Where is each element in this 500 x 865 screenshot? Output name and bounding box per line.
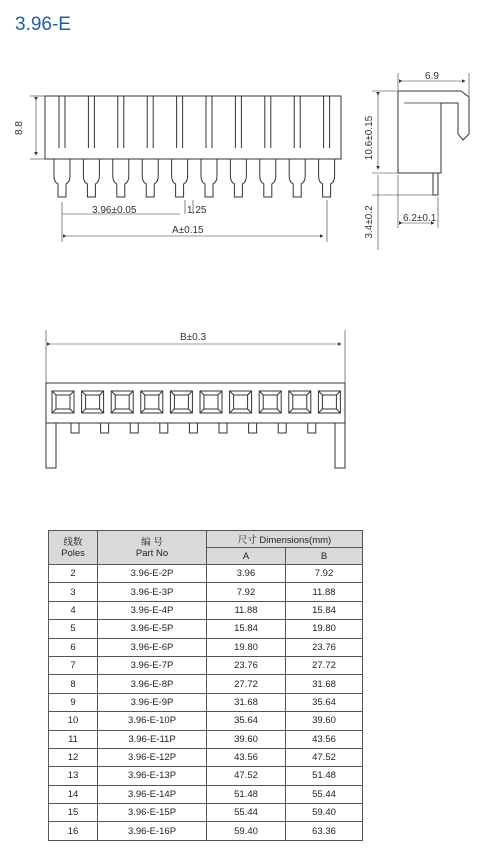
cell-part: 3.96-E-3P xyxy=(98,583,207,601)
table-row xyxy=(49,730,363,748)
bottom-cell-inner xyxy=(56,395,70,409)
bottom-cell-bevel xyxy=(230,391,234,395)
col-b-header: B xyxy=(286,548,363,565)
bottom-cell-bevel xyxy=(159,391,163,395)
front-pin xyxy=(172,159,188,197)
bottom-cell-bevel xyxy=(230,409,234,413)
dim-pin-width: 1.25 xyxy=(187,205,207,216)
dim-pitch: 3.96±0.05 xyxy=(92,205,137,216)
cell-poles: 9 xyxy=(49,693,98,711)
bottom-cell-inner xyxy=(263,395,277,409)
cell-poles: 4 xyxy=(49,601,98,619)
cell-b: 55.44 xyxy=(286,785,363,803)
cell-part: 3.96-E-14P xyxy=(98,785,207,803)
dim-pin-length: 3.4±0.2 xyxy=(364,205,375,239)
cell-b: 43.56 xyxy=(286,730,363,748)
cell-b: 19.80 xyxy=(286,620,363,638)
cell-a: 35.64 xyxy=(207,712,286,730)
bottom-cell-bevel xyxy=(170,409,174,413)
bottom-cell-bevel xyxy=(336,391,340,395)
table-row xyxy=(49,712,363,730)
cell-a: 39.60 xyxy=(207,730,286,748)
cell-part: 3.96-E-10P xyxy=(98,712,207,730)
bottom-cell-bevel xyxy=(111,391,115,395)
bottom-view-body xyxy=(46,383,345,423)
bottom-cell-bevel xyxy=(141,391,145,395)
front-pin xyxy=(54,159,70,197)
bottom-cell-bevel xyxy=(129,391,133,395)
bottom-cell-bevel xyxy=(248,391,252,395)
dim-b-length: B±0.3 xyxy=(180,332,207,343)
bottom-cell-inner xyxy=(293,395,307,409)
page-title: 3.96-E xyxy=(15,14,71,35)
dim-height-body: 10.6±0.15 xyxy=(364,115,375,161)
table-row xyxy=(49,638,363,656)
front-pin xyxy=(142,159,158,197)
col-dimensions-header xyxy=(207,531,363,548)
cell-b: 47.52 xyxy=(286,748,363,766)
cell-b: 31.68 xyxy=(286,675,363,693)
bottom-view-cells xyxy=(52,391,340,413)
cell-a: 51.48 xyxy=(207,785,286,803)
cell-b: 63.36 xyxy=(286,822,363,840)
cell-part: 3.96-E-9P xyxy=(98,693,207,711)
cell-part: 3.96-E-15P xyxy=(98,804,207,822)
table-row xyxy=(49,601,363,619)
cell-b: 23.76 xyxy=(286,638,363,656)
front-view-body xyxy=(45,96,341,159)
bottom-cell-bevel xyxy=(218,409,222,413)
cell-poles: 2 xyxy=(49,565,98,583)
bottom-cell-inner xyxy=(86,395,100,409)
col-dim-cn: 尺寸 xyxy=(237,535,257,546)
bottom-cell-bevel xyxy=(318,409,322,413)
bottom-cell-bevel xyxy=(70,391,74,395)
front-view-pins xyxy=(54,159,335,197)
bottom-cell-bevel xyxy=(141,409,145,413)
cell-poles: 10 xyxy=(49,712,98,730)
cell-a: 11.88 xyxy=(207,601,286,619)
col-part-en: Part No xyxy=(135,547,169,559)
cell-part: 3.96-E-11P xyxy=(98,730,207,748)
cell-part: 3.96-E-6P xyxy=(98,638,207,656)
front-pin xyxy=(201,159,217,197)
bottom-cell-bevel xyxy=(307,409,311,413)
table-row xyxy=(49,748,363,766)
cell-b: 35.64 xyxy=(286,693,363,711)
table-row xyxy=(49,583,363,601)
cell-a: 7.92 xyxy=(207,583,286,601)
bottom-view-feet xyxy=(46,423,345,468)
cell-a: 31.68 xyxy=(207,693,286,711)
cell-part: 3.96-E-16P xyxy=(98,822,207,840)
bottom-cell-bevel xyxy=(188,391,192,395)
cell-a: 15.84 xyxy=(207,620,286,638)
cell-poles: 7 xyxy=(49,656,98,674)
bottom-cell-inner xyxy=(115,395,129,409)
bottom-cell-bevel xyxy=(259,409,263,413)
front-pin xyxy=(319,159,335,197)
cell-b: 39.60 xyxy=(286,712,363,730)
bottom-view xyxy=(46,330,345,468)
col-poles-cn: 线数 xyxy=(63,536,83,548)
bottom-cell-bevel xyxy=(52,391,56,395)
bottom-cell-bevel xyxy=(100,391,104,395)
bottom-cell-inner xyxy=(322,395,336,409)
front-pin xyxy=(230,159,246,197)
cell-a: 3.96 xyxy=(207,565,286,583)
cell-a: 55.44 xyxy=(207,804,286,822)
cell-poles: 6 xyxy=(49,638,98,656)
cell-part: 3.96-E-4P xyxy=(98,601,207,619)
cell-a: 47.52 xyxy=(207,767,286,785)
front-pin xyxy=(113,159,129,197)
bottom-cell-bevel xyxy=(70,409,74,413)
bottom-cell-bevel xyxy=(336,409,340,413)
side-view-pin xyxy=(433,173,438,195)
bottom-cell-bevel xyxy=(129,409,133,413)
bottom-cell-bevel xyxy=(277,391,281,395)
col-part-cn: 编 号 xyxy=(141,536,163,548)
cell-b: 15.84 xyxy=(286,601,363,619)
bottom-cell-bevel xyxy=(218,391,222,395)
front-view-slots xyxy=(59,96,330,148)
bottom-cell-bevel xyxy=(111,409,115,413)
table-row xyxy=(49,620,363,638)
col-poles-header xyxy=(49,531,98,565)
bottom-cell-bevel xyxy=(82,391,86,395)
cell-a: 59.40 xyxy=(207,822,286,840)
dim-height-side: 8.8 xyxy=(14,121,25,135)
cell-poles: 15 xyxy=(49,804,98,822)
cell-b: 27.72 xyxy=(286,656,363,674)
cell-poles: 3 xyxy=(49,583,98,601)
cell-a: 23.76 xyxy=(207,656,286,674)
bottom-cell-bevel xyxy=(100,409,104,413)
table-row xyxy=(49,693,363,711)
front-pin xyxy=(260,159,276,197)
bottom-cell-bevel xyxy=(200,391,204,395)
bottom-cell-bevel xyxy=(200,409,204,413)
bottom-cell-bevel xyxy=(248,409,252,413)
cell-a: 43.56 xyxy=(207,748,286,766)
front-view xyxy=(30,96,341,242)
table-body xyxy=(49,565,363,841)
front-pin xyxy=(83,159,99,197)
cell-b: 51.48 xyxy=(286,767,363,785)
col-dim-en: Dimensions(mm) xyxy=(259,535,332,546)
cell-part: 3.96-E-13P xyxy=(98,767,207,785)
cell-part: 3.96-E-2P xyxy=(98,565,207,583)
bottom-cell-bevel xyxy=(259,391,263,395)
table-row xyxy=(49,785,363,803)
col-a-header: A xyxy=(207,548,286,565)
cell-part: 3.96-E-7P xyxy=(98,656,207,674)
cell-poles: 12 xyxy=(49,748,98,766)
col-poles-en: Poles xyxy=(61,547,85,559)
cell-b: 11.88 xyxy=(286,583,363,601)
bottom-cell-bevel xyxy=(159,409,163,413)
table-row xyxy=(49,565,363,583)
cell-part: 3.96-E-8P xyxy=(98,675,207,693)
cell-poles: 16 xyxy=(49,822,98,840)
bottom-cell-inner xyxy=(204,395,218,409)
bottom-cell-bevel xyxy=(318,391,322,395)
bottom-cell-bevel xyxy=(82,409,86,413)
cell-part: 3.96-E-12P xyxy=(98,748,207,766)
bottom-cell-bevel xyxy=(188,409,192,413)
dimensions-table xyxy=(48,530,363,841)
cell-poles: 11 xyxy=(49,730,98,748)
table-row xyxy=(49,822,363,840)
dim-depth-top: 6.9 xyxy=(425,71,439,82)
dim-pin-offset: 6.2±0.1 xyxy=(403,213,437,224)
bottom-cell-bevel xyxy=(52,409,56,413)
cell-poles: 13 xyxy=(49,767,98,785)
table-row xyxy=(49,656,363,674)
cell-a: 27.72 xyxy=(207,675,286,693)
bottom-cell-bevel xyxy=(289,391,293,395)
cell-b: 7.92 xyxy=(286,565,363,583)
cell-poles: 5 xyxy=(49,620,98,638)
col-part-header xyxy=(98,531,207,565)
bottom-cell-inner xyxy=(145,395,159,409)
table-row xyxy=(49,675,363,693)
front-pin xyxy=(289,159,305,197)
bottom-cell-inner xyxy=(234,395,248,409)
cell-part: 3.96-E-5P xyxy=(98,620,207,638)
table-row xyxy=(49,767,363,785)
cell-poles: 14 xyxy=(49,785,98,803)
table-row xyxy=(49,804,363,822)
bottom-cell-bevel xyxy=(289,409,293,413)
bottom-cell-bevel xyxy=(170,391,174,395)
bottom-cell-bevel xyxy=(277,409,281,413)
bottom-cell-bevel xyxy=(307,391,311,395)
bottom-cell-inner xyxy=(174,395,188,409)
dim-a-length: A±0.15 xyxy=(172,225,204,236)
cell-b: 59.40 xyxy=(286,804,363,822)
cell-poles: 8 xyxy=(49,675,98,693)
cell-a: 19.80 xyxy=(207,638,286,656)
